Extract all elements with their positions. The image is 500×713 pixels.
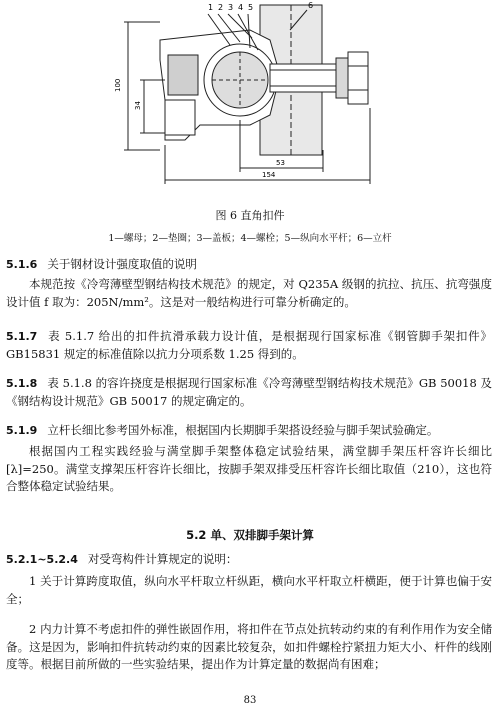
- item-2: 2 内力计算不考虑扣件的弹性嵌固作用，将扣件在节点处抗转动约束的有利作用作为安全储备。这是因为，影响扣件抗转动约束的因素比较复杂，如扣件螺栓拧紧扭力矩大小、杆件的线刚度等。根据目前所做的一些实验结果，提出作为计算定量的数据尚有困难；: [6, 622, 492, 671]
- callout-1: 1: [208, 3, 214, 12]
- callout-6: 6: [308, 1, 314, 10]
- clause-text: 立杆长细比参考国外标准，根据国内长期脚手架搭设经验与脚手架试验确定。: [47, 423, 439, 437]
- clause-text: 表 5.1.7 给出的扣件抗滑承载力设计值，是根据现行国家标准《钢管脚手架扣件》GB15831 规定的标准值除以抗力分项系数 1.25 得到的。: [6, 329, 492, 361]
- clause-number: 5.1.7: [6, 330, 38, 343]
- callout-3: 3: [228, 3, 234, 12]
- dim-53: 53: [276, 159, 285, 167]
- clause-number: 5.1.8: [6, 377, 38, 390]
- clause-number: 5.2.1~5.2.4: [6, 553, 78, 566]
- right-angle-coupler-figure: [80, 0, 420, 195]
- callout-4: 4: [238, 3, 244, 12]
- clause-5-1-7: [6, 328, 492, 363]
- paragraph-slenderness: 根据国内工程实践经验与满堂脚手架整体稳定试验结果，满堂脚手架压杆容许长细比[λ]=250。满堂支撑架压杆容许长细比，按脚手架双排受压杆容许长细比取值（210），这也符合整体稳定试验结果。: [6, 444, 492, 493]
- dim-100: 100: [114, 78, 122, 92]
- clause-text: 关于钢材设计强度取值的说明: [47, 257, 197, 271]
- item-1: 1 关于计算跨度取值，纵向水平杆取立杆纵距，横向水平杆取立杆横距，便于计算也偏于安全；: [6, 574, 492, 606]
- callout-2: 2: [218, 3, 224, 12]
- clause-5-2-1: [6, 551, 492, 569]
- paragraph-strength: 本规范按《冷弯薄壁型钢结构技术规范》的规定，对 Q235A 级钢的抗拉、抗压、抗弯强度设计值 f 取为：205N/mm²。这是对一般结构进行可靠分析确定的。: [6, 277, 492, 309]
- clause-text: 对受弯构件计算规定的说明：: [87, 552, 238, 566]
- dim-154: 154: [262, 171, 276, 179]
- clause-text: 表 5.1.8 的容许挠度是根据现行国家标准《冷弯薄壁型钢结构技术规范》GB 50018 及《钢结构设计规范》GB 50017 的规定确定的。: [6, 376, 492, 408]
- clause-5-1-8: [6, 375, 492, 410]
- clause-5-1-6: [6, 256, 492, 274]
- figure-caption: 图 6 直角扣件: [215, 209, 285, 222]
- figure-legend: 1—螺母；2—垫圈；3—盖板；4—螺栓；5—纵向水平杆；6—立杆: [108, 233, 392, 244]
- clause-5-1-9: [6, 422, 492, 440]
- dim-34: 34: [134, 101, 142, 110]
- clause-number: 5.1.6: [6, 258, 38, 271]
- page-number: 83: [243, 695, 257, 706]
- coupler-drawing: [80, 0, 420, 195]
- section-title: 5.2 单、双排脚手架计算: [186, 528, 314, 542]
- callout-5: 5: [248, 3, 254, 12]
- clause-number: 5.1.9: [6, 424, 38, 437]
